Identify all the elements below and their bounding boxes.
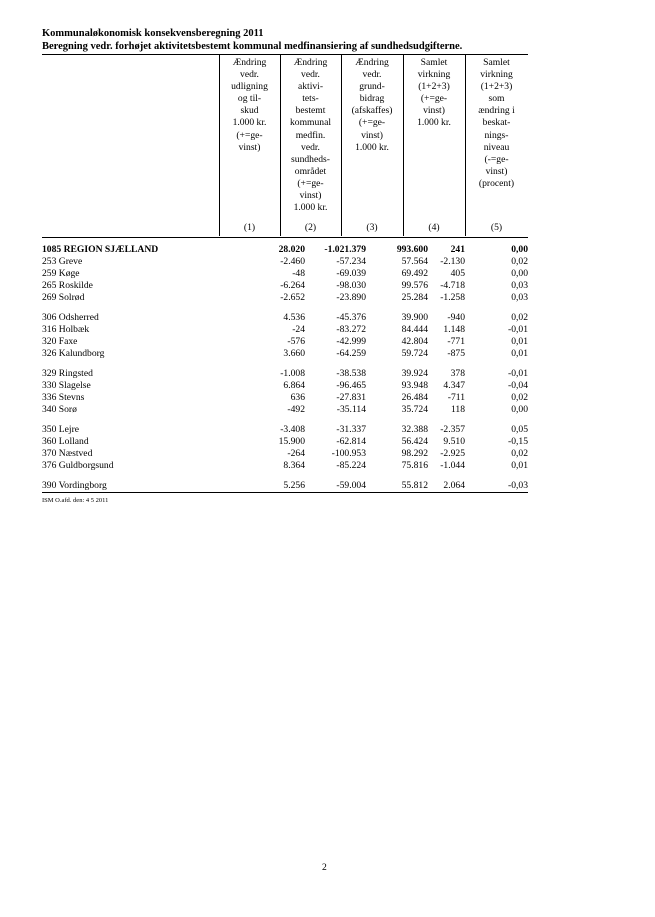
cell-value: -2.130 [440,256,465,267]
cell-value: 9.510 [443,436,465,447]
cell-value: -1.021.379 [324,244,366,255]
table-row [42,312,528,324]
cell-value: -31.337 [336,424,366,435]
cell-value: 84.444 [401,324,428,335]
cell-value: 0,01 [511,460,528,471]
cell-value: -62.814 [336,436,366,447]
row-name: 253 Greve [42,256,83,267]
table-bottom-rule [42,492,528,493]
cell-value: -100.953 [331,448,366,459]
cell-value: 0,00 [511,404,528,415]
row-name: 259 Køge [42,268,80,279]
table-row [42,436,528,448]
table-row [42,424,528,436]
cell-value: 0,02 [511,392,528,403]
row-name: 370 Næstved [42,448,93,459]
cell-value: -27.831 [336,392,366,403]
cell-value: 35.724 [401,404,428,415]
cell-value: 6.864 [283,380,305,391]
cell-value: -48 [292,268,305,279]
cell-value: -23.890 [336,292,366,303]
cell-value: 0,03 [511,280,528,291]
row-name: 265 Roskilde [42,280,93,291]
cell-value: 0,03 [511,292,528,303]
cell-value: 0,01 [511,348,528,359]
cell-value: 56.424 [401,436,428,447]
cell-value: 0,02 [511,256,528,267]
cell-value: 93.948 [401,380,428,391]
cell-value: 15.900 [278,436,305,447]
row-name: 316 Holbæk [42,324,90,335]
cell-value: -576 [287,336,305,347]
table-top-rule [42,54,528,55]
cell-value: -0,15 [508,436,528,447]
column-header-4: Samlet virkning (1+2+3) (+=ge- vinst) 1.000 kr. [417,57,451,129]
cell-value: -1.258 [440,292,465,303]
cell-value: -940 [447,312,465,323]
column-header-5: Samlet virkning (1+2+3) som ændring i beskat- nings- niveau (-=ge- vinst) (procent) [478,57,515,189]
cell-value: 25.284 [401,292,428,303]
cell-value: 0,02 [511,448,528,459]
column-number-4: (4) [428,222,440,233]
cell-value: 0,01 [511,336,528,347]
row-name: 320 Faxe [42,336,78,347]
row-name: 350 Lejre [42,424,80,435]
column-header-2: Ændring vedr. aktivi- tets- bestemt kommunal medfin. vedr. sundheds- området (+=ge- vinst) 1.000 kr. [289,57,332,214]
cell-value: -0,04 [508,380,528,391]
cell-value: 0,00 [511,244,528,255]
column-header-3: Ændring vedr. grund- bidrag (afskaffes) (+=ge- vinst) 1.000 kr. [351,57,393,153]
row-name: 340 Sorø [42,404,77,415]
cell-value: -96.465 [336,380,366,391]
table-row [42,268,528,280]
column-header-1: Ændring vedr. udligning og til- skud 1.000 kr. (+=ge- vinst) [231,57,268,153]
row-name: 336 Stevns [42,392,85,403]
cell-value: -85.224 [336,460,366,471]
cell-value: -711 [447,392,465,403]
cell-value: 378 [450,368,465,379]
cell-value: 39.900 [401,312,428,323]
row-name: 330 Slagelse [42,380,91,391]
table-row-region [42,244,528,256]
row-name: 390 Vordingborg [42,480,107,491]
cell-value: -42.999 [336,336,366,347]
cell-value: -2.652 [280,292,305,303]
cell-value: 98.292 [401,448,428,459]
cell-value: 32.388 [401,424,428,435]
cell-value: 4.347 [443,380,465,391]
table-row [42,392,528,404]
footnote: ISM O.afd. den: 4 5 2011 [42,497,109,504]
cell-value: 57.564 [401,256,428,267]
cell-value: 405 [450,268,465,279]
cell-value: -1.044 [440,460,465,471]
cell-value: -3.408 [280,424,305,435]
row-name: 306 Odsherred [42,312,99,323]
page-number: 2 [322,862,327,873]
table-row [42,256,528,268]
table-row [42,404,528,416]
cell-value: -6.264 [280,280,305,291]
cell-value: 241 [450,244,465,255]
cell-value: 3.660 [283,348,305,359]
row-name: 326 Kalundborg [42,348,105,359]
cell-value: 0,02 [511,312,528,323]
document-title: Kommunaløkonomisk konsekvensberegning 2011 [42,28,264,39]
cell-value: -0,03 [508,480,528,491]
cell-value: 2.064 [443,480,465,491]
cell-value: -83.272 [336,324,366,335]
cell-value: 1.148 [443,324,465,335]
cell-value: 5.256 [283,480,305,491]
row-name: 1085 REGION SJÆLLAND [42,244,159,255]
cell-value: 636 [290,392,305,403]
cell-value: -0,01 [508,324,528,335]
cell-value: -492 [287,404,305,415]
cell-value: -0,01 [508,368,528,379]
cell-value: 8.364 [283,460,305,471]
column-number-3: (3) [366,222,378,233]
cell-value: 0,00 [511,268,528,279]
cell-value: 42.804 [401,336,428,347]
row-name: 360 Lolland [42,436,89,447]
table-row [42,292,528,304]
cell-value: 28.020 [278,244,305,255]
column-number-5: (5) [490,222,503,233]
cell-value: -1.008 [280,368,305,379]
cell-value: -2.357 [440,424,465,435]
table-row [42,380,528,392]
table-row [42,336,528,348]
cell-value: 0,05 [511,424,528,435]
table-row [42,448,528,460]
table-row [42,368,528,380]
cell-value: 993.600 [396,244,428,255]
column-number-2: (2) [304,222,317,233]
table-row [42,460,528,472]
cell-value: -771 [447,336,465,347]
cell-value: 118 [450,404,465,415]
cell-value: 59.724 [401,348,428,359]
cell-value: -2.460 [280,256,305,267]
table-row [42,348,528,360]
cell-value: 26.484 [401,392,428,403]
cell-value: -38.538 [336,368,366,379]
cell-value: 75.816 [401,460,428,471]
cell-value: 55.812 [401,480,428,491]
cell-value: 69.492 [401,268,428,279]
cell-value: 99.576 [401,280,428,291]
table-row [42,280,528,292]
table-row [42,480,528,492]
column-number-1: (1) [243,222,256,233]
row-name: 329 Ringsted [42,368,93,379]
cell-value: -98.030 [336,280,366,291]
row-name: 269 Solrød [42,292,85,303]
cell-value: 39.924 [401,368,428,379]
cell-value: -24 [292,324,305,335]
cell-value: -64.259 [336,348,366,359]
cell-value: -45.376 [336,312,366,323]
cell-value: -2.925 [440,448,465,459]
cell-value: 4.536 [283,312,305,323]
cell-value: -875 [447,348,465,359]
cell-value: -264 [287,448,305,459]
document-subtitle: Beregning vedr. forhøjet aktivitetsbestemt kommunal medfinansiering af sundhedsudgifterne. [42,41,463,52]
table-row [42,324,528,336]
row-name: 376 Guldborgsund [42,460,114,471]
cell-value: -35.114 [336,404,366,415]
cell-value: -69.039 [336,268,366,279]
header-bottom-rule [42,237,528,238]
cell-value: -59.004 [336,480,366,491]
cell-value: -57.234 [336,256,366,267]
cell-value: -4.718 [440,280,465,291]
